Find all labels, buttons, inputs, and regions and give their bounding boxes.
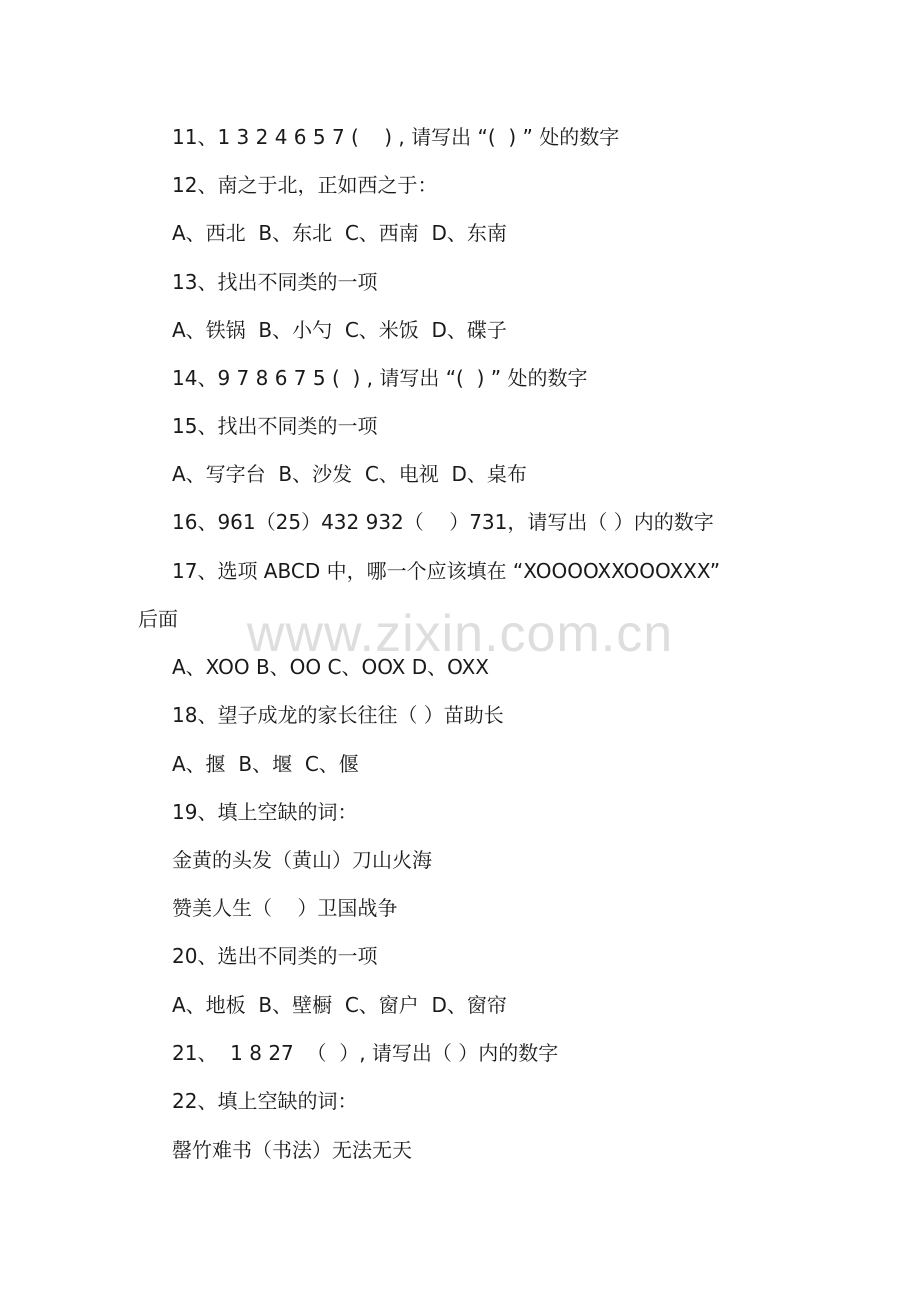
question-20-options: A、地板 B、壁橱 C、窗户 D、窗帘 xyxy=(172,993,507,1017)
question-15: 15、找出不同类的一项 xyxy=(172,414,378,438)
question-20: 20、选出不同类的一项 xyxy=(172,944,378,968)
question-12-options: A、西北 B、东北 C、西南 D、东南 xyxy=(172,221,507,245)
question-11: 11、1 3 2 4 6 5 7 ( ) , 请写出 “( ) ” 处的数字 xyxy=(172,125,620,149)
question-15-options: A、写字台 B、沙发 C、电视 D、桌布 xyxy=(172,462,527,486)
question-17-continued: 后面 xyxy=(138,607,178,631)
question-13: 13、找出不同类的一项 xyxy=(172,270,378,294)
question-19-example: 金黄的头发（黄山）刀山火海 xyxy=(172,848,432,872)
question-12: 12、南之于北，正如西之于： xyxy=(172,173,438,197)
question-21: 21、 1 8 27 （ ）, 请写出（ ）内的数字 xyxy=(172,1041,559,1065)
question-22-example: 罄竹难书（书法）无法无天 xyxy=(172,1138,412,1162)
question-17-options: A、XOO B、OO C、OOX D、OXX xyxy=(172,655,490,679)
question-17: 17、选项 ABCD 中，哪一个应该填在 “XOOOOXXOOOXXX” xyxy=(172,559,721,583)
question-19: 19、填上空缺的词： xyxy=(172,800,358,824)
question-16: 16、961（25）432 932（ ）731，请写出（ ）内的数字 xyxy=(172,510,714,534)
watermark: www.zixin.com.cn xyxy=(246,605,674,663)
question-19-blank: 赞美人生（ ）卫国战争 xyxy=(172,896,398,920)
question-18-options: A、揠 B、堰 C、偃 xyxy=(172,752,359,776)
question-14: 14、9 7 8 6 7 5 ( ) , 请写出 “( ) ” 处的数字 xyxy=(172,366,588,390)
question-18: 18、望子成龙的家长往往（ ）苗助长 xyxy=(172,703,504,727)
question-22: 22、填上空缺的词： xyxy=(172,1089,358,1113)
question-13-options: A、铁锅 B、小勺 C、米饭 D、碟子 xyxy=(172,318,507,342)
